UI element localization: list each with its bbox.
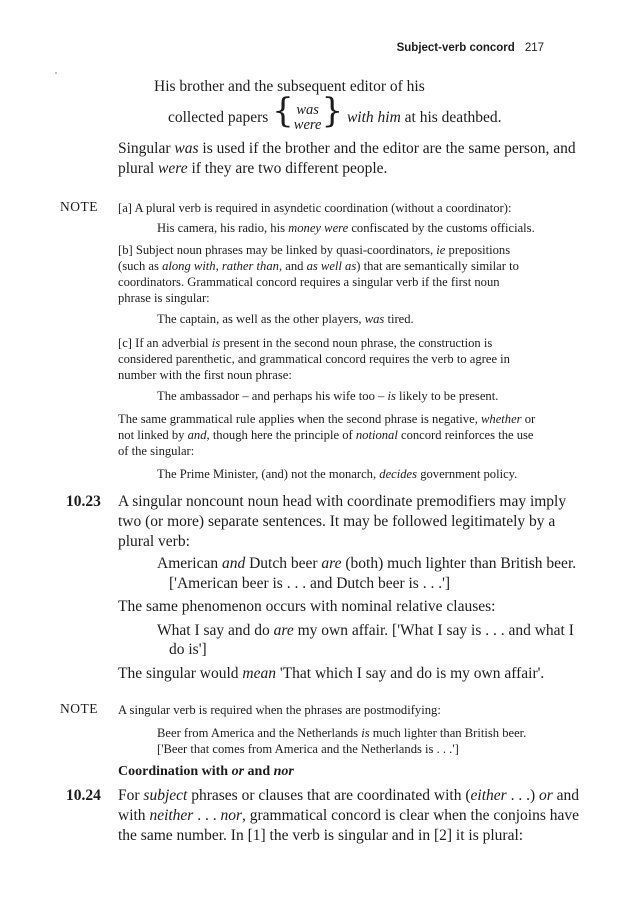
- running-title: Subject-verb concord: [396, 42, 515, 54]
- para-singular-line2: plural were if they are two different people.: [118, 160, 388, 177]
- sec-10-24-line3: the same number. In [1] the verb is singular and in [2] it is plural:: [118, 827, 524, 844]
- note1-c-example: The ambassador – and perhaps his wife too – is likely to be present.: [157, 389, 499, 403]
- sec-10-23-line5: The singular would mean 'That which I say and do is my own affair'.: [118, 665, 545, 682]
- note2-text: A singular verb is required when the phrases are postmodifying:: [118, 703, 441, 717]
- note1-b-line1: [b] Subject noun phrases may be linked by quasi-coordinators, ie prepositions: [118, 243, 511, 257]
- section-number-10-24: 10.24: [66, 787, 101, 804]
- note1-d-line3: of the singular:: [118, 444, 195, 458]
- example-brother-line2: [168, 91, 502, 134]
- sec-10-23-line4: The same phenomenon occurs with nominal relative clauses:: [118, 598, 496, 615]
- verb-alternatives: [294, 103, 322, 133]
- sec-10-23-example1-gloss: ['American beer is . . . and Dutch beer is . . .']: [169, 575, 451, 592]
- note1-a: [a] A plural verb is required in asyndetic coordination (without a coordinator):: [118, 201, 512, 215]
- alt-were: were: [293, 117, 322, 134]
- note1-d-example: The Prime Minister, (and) not the monarch, decides government policy.: [157, 467, 518, 481]
- note1-c-line2: considered parenthetic, and grammatical concord requires the verb to agree in: [118, 352, 510, 366]
- para-singular-line1: Singular was is used if the brother and the editor are the same person, and: [118, 140, 576, 157]
- right-brace: }: [321, 91, 344, 131]
- sec-10-24-line1: For subject phrases or clauses that are coordinated with (either . . .) or and: [118, 787, 580, 804]
- note2-example1: Beer from America and the Netherlands is much lighter than British beer.: [157, 726, 527, 740]
- example-brother-post: at his deathbed.: [400, 109, 502, 126]
- note1-d-line2: not linked by and, though here the principle of notional concord reinforces the use: [118, 428, 534, 442]
- example-brother-pre: collected papers: [168, 109, 269, 126]
- note1-b-line2: (such as along with, rather than, and as well as) that are semantically similar to: [118, 259, 519, 273]
- example-brother-line1: His brother and the subsequent editor of his: [154, 78, 425, 95]
- note2-label: NOTE: [60, 701, 98, 716]
- left-brace: {: [272, 91, 294, 131]
- sec-10-23-example2-cont: do is']: [169, 641, 207, 658]
- sec-10-23-line3: plural verb:: [118, 533, 190, 550]
- example-brother-italic: with him: [346, 109, 401, 126]
- note1-b-line3: coordinators. Grammatical concord requires a singular verb if the first noun: [118, 275, 500, 289]
- note2-example2: ['Beer that comes from America and the Netherlands is . . .']: [157, 742, 459, 756]
- note1-label: NOTE: [60, 199, 98, 214]
- running-header: [397, 42, 544, 54]
- section-number-10-23: 10.23: [66, 493, 101, 510]
- note1-a-example: His camera, his radio, his money were confiscated by the customs officials.: [157, 221, 535, 235]
- note1-b-line4: phrase is singular:: [118, 291, 210, 305]
- sec-10-23-example1: American and Dutch beer are (both) much lighter than British beer.: [157, 555, 577, 572]
- note1-b-example: The captain, as well as the other players, was tired.: [157, 312, 414, 326]
- sec-10-23-example2: What I say and do are my own affair. ['What I say is . . . and what I: [157, 622, 574, 639]
- sec-10-23-line2: two (or more) separate sentences. It may be followed legitimately by a: [118, 513, 556, 530]
- sec-10-23-line1: A singular noncount noun head with coordinate premodifiers may imply: [118, 493, 567, 510]
- note1-d-line1: The same grammatical rule applies when the second phrase is negative, whether or: [118, 412, 536, 426]
- note1-c-line3: number with the first noun phrase:: [118, 368, 292, 382]
- subheading-or-nor: Coordination with or and nor: [118, 764, 294, 779]
- alt-was: was: [296, 102, 319, 119]
- speck: [55, 72, 57, 74]
- note1-c-line1: [c] If an adverbial is present in the second noun phrase, the construction is: [118, 336, 493, 350]
- page-number: 217: [524, 42, 544, 54]
- sec-10-24-line2: with neither . . . nor, grammatical concord is clear when the conjoins have: [118, 807, 580, 824]
